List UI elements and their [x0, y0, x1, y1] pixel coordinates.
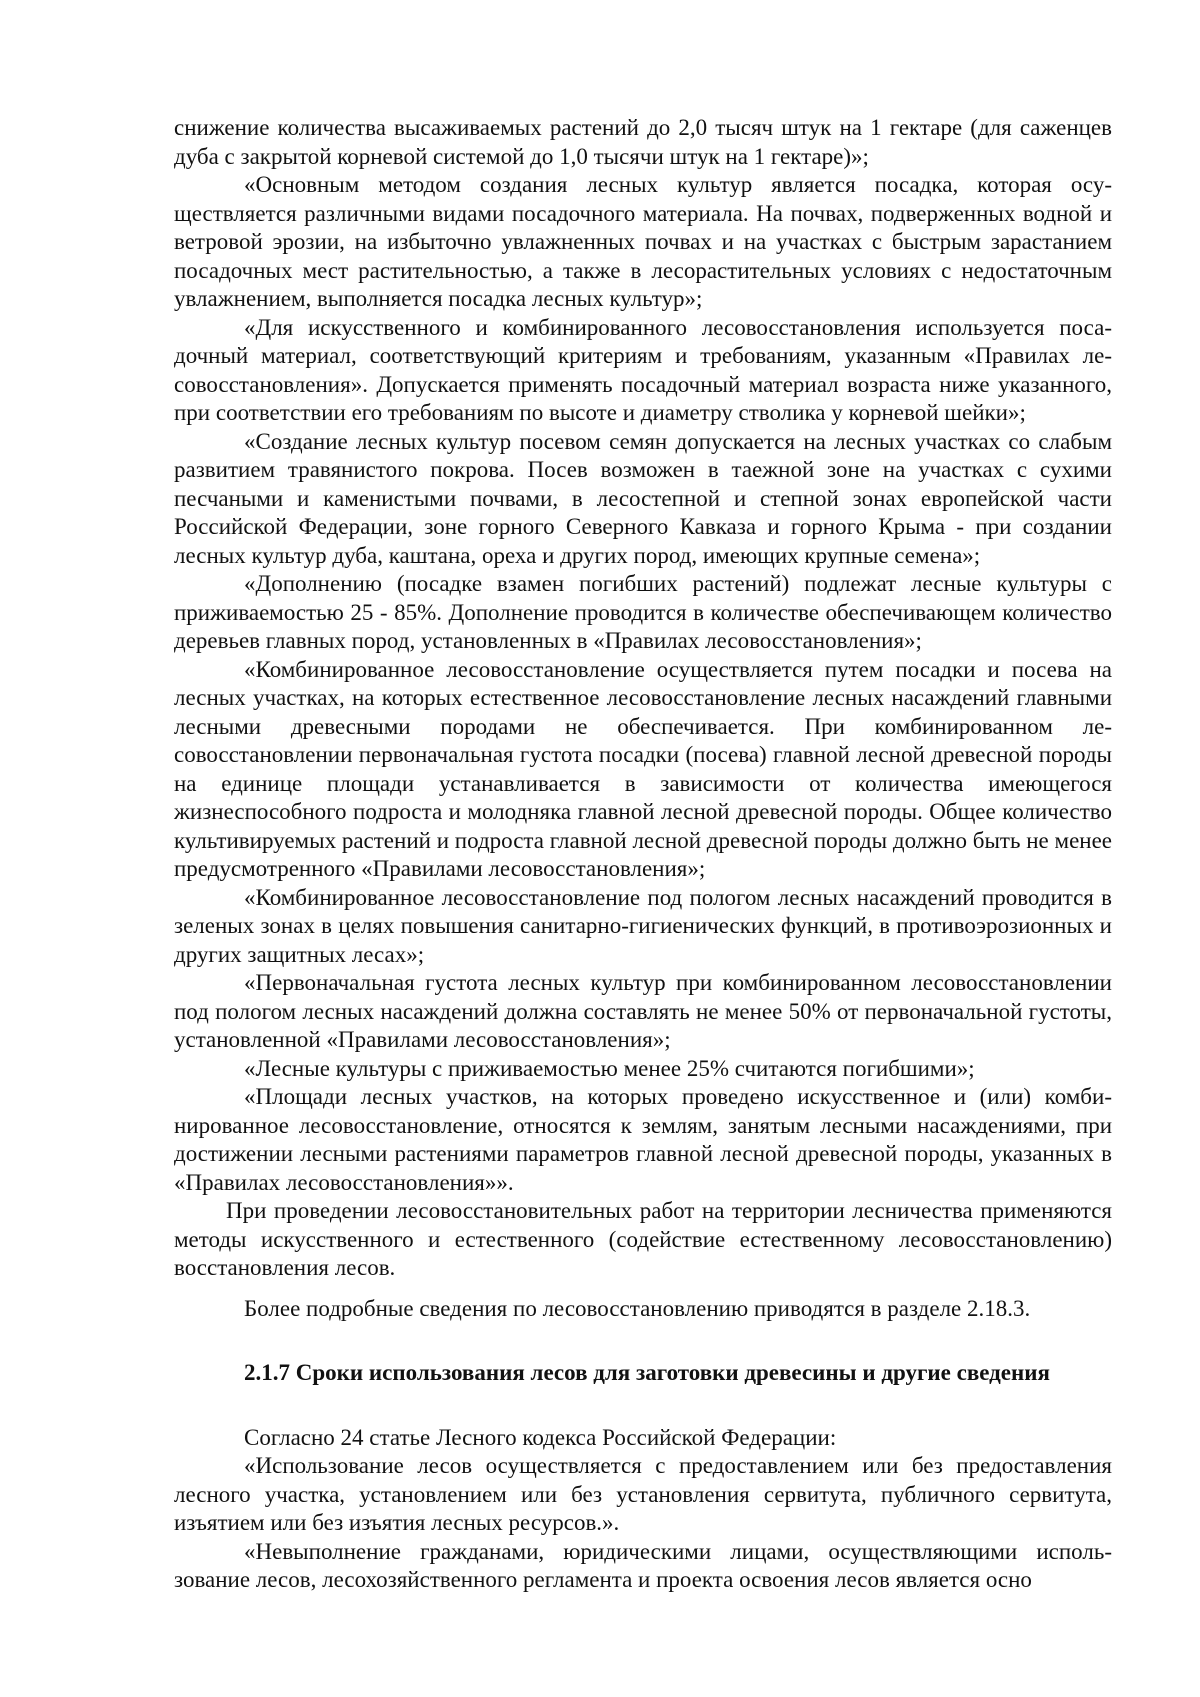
paragraph-forest-use: «Использование лесов осуществляется с предоставлением или без предоставления лесного участка, установлением или без установления сервитута, публичного сервитута, изъятием или без изъятия лесных ресурсов.». [174, 1453, 1112, 1535]
paragraph-forest-code: Согласно 24 статье Лесного кодекса Российской Федерации: [244, 1424, 837, 1450]
paragraph-continuation: снижение количества высаживаемых растений до 2,0 тысяч штук на 1 гектаре (для саженцев дуба с закрытой корневой системой до 1,0 тысячи штук на 1 гектаре)»; [174, 115, 1112, 169]
section-heading: 2.1.7 Сроки использования лесов для заготовки древесины и другие сведения [244, 1360, 1050, 1385]
paragraph-dead-cultures: «Лесные культуры с приживаемостью менее 25% считаются погибшими»; [244, 1055, 975, 1081]
paragraph-combined-under-canopy: «Комбинированное лесовосстановление под пологом лесных насаждений проводится в зеленых зонах в целях повышения санитарно-гигиенических функций, в противоэрозионных и других защитных лесах»; [174, 884, 1112, 967]
paragraph-non-compliance: «Невыполнение гражданами, юридическими лицами, осуществляющими использование лесов, лесохозяйственного регламента и проекта освоения лесов является осно [174, 1538, 1112, 1592]
paragraph-planting-method: «Основным методом создания лесных культур является посадка, которая осуществляется различными видами посадочного материала. На почвах, подверженных водной и ветровой эрозии, на избыточно увлажненных почвах и на участках с быстрым зарастанием посадочных мест растительностью, а также в лесорастительных условиях с недостаточным увлажнением, выполняется посадка лесных культур»; [174, 172, 1112, 311]
paragraph-supplement: «Дополнению (посадке взамен погибших растений) подлежат лесные культуры с приживаемостью 25 - 85%. Дополнение проводится в количестве обеспечивающем количество деревьев главных пород, установленных в «Правилах лесовосстановления»; [174, 571, 1112, 653]
paragraph-planting-material: «Для искусственного и комбинированного лесовосстановления используется посадочный материал, соответствующий критериям и требованиям, указанным «Правилах лесовосстановления». Допускается применять посадочный материал возраста ниже указанного, при соответствии его требованиям по высоте и диаметру стволика у корневой шейки»; [174, 314, 1112, 425]
paragraph-combined-restoration: «Комбинированное лесовосстановление осуществляется путем посадки и посева на лесных участках, на которых естественное лесовосстановление лесных насаждений главными лесными древесными породами не обеспечивается. При комбинированном лесовосстановлении первоначальная густота посадки (посева) главной лесной древесной породы на единице площади устанавливается в зависимости от количества имеющегося жизнеспособного подроста и молодняка главной лесной древесной породы. Общее количество культивируемых растений и подроста главной лесной древесной породы должно быть не менее предусмотренного «Правилами лесовосстановления»; [174, 656, 1112, 881]
paragraph-more-details: Более подробные сведения по лесовосстановлению приводятся в разделе 2.18.3. [244, 1295, 1031, 1321]
paragraph-initial-density: «Первоначальная густота лесных культур при комбинированном лесовосстановлении под пологом лесных насаждений должна составлять не менее 50% от первоначальной густоты, установленной «Правилами лесовосстановления»; [174, 970, 1112, 1052]
paragraph-forest-areas: «Площади лесных участков, на которых проведено искусственное и (или) комбинированное лесовосстановление, относятся к землям, занятым лесными насаждениями, при достижении лесными растениями параметров главной лесной древесной породы, указанных в «Правилах лесовосстановления»». [174, 1084, 1112, 1195]
document-body [174, 114, 1112, 1595]
paragraph-sowing: «Создание лесных культур посевом семян допускается на лесных участках со слабым развитием травянистого покрова. Посев возможен в таежной зоне на участках с сухими песчаными и каменистыми почвами, в лесостепной и степной зонах европейской части Российской Федерации, зоне горного Северного Кавказа и горного Крыма - при создании лесных культур дуба, каштана, ореха и других пород, имеющих крупные семена»; [174, 428, 1112, 568]
paragraph-restoration-methods: При проведении лесовосстановительных работ на территории лесничества применяются методы искусственного и естественного (содействие естественному лесовосстановлению) восстановления лесов. [174, 1198, 1112, 1280]
